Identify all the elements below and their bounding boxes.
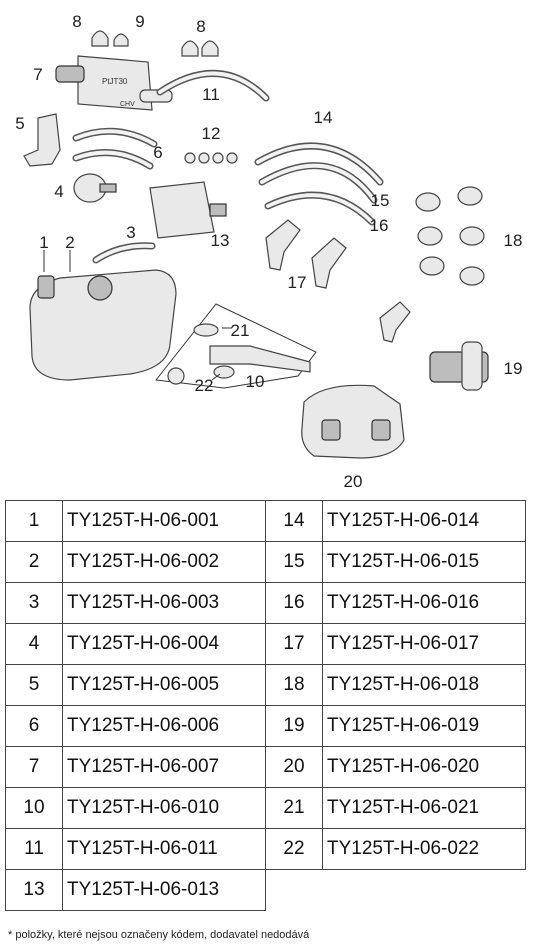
callout-20: 20: [343, 472, 363, 491]
clip-part-12: [185, 153, 237, 163]
hose-part-3: [96, 246, 152, 260]
callout-19: 19: [503, 359, 523, 378]
part-number-cell: 11: [6, 829, 63, 870]
callout-18: 18: [503, 231, 523, 250]
parts-table-body: [6, 501, 526, 911]
part-code-cell: TY125T-H-06-014: [323, 501, 526, 542]
canister-part-7: [56, 56, 172, 110]
table-row: [6, 706, 526, 747]
callout-12: 12: [201, 124, 221, 143]
table-row: [6, 583, 526, 624]
empty-cell: [323, 870, 526, 911]
callout-3: 3: [126, 223, 136, 242]
valve-part-4: [74, 174, 116, 202]
fuel-tank-part-2: [30, 270, 176, 380]
part-number-cell: 16: [266, 583, 323, 624]
hose-part-6: [76, 131, 154, 166]
part-code-cell: TY125T-H-06-005: [63, 665, 266, 706]
table-row: [6, 870, 526, 911]
part-number-cell: 4: [6, 624, 63, 665]
callout-11: 11: [202, 85, 220, 104]
part-code-cell: TY125T-H-06-019: [323, 706, 526, 747]
part-number-cell: 22: [266, 829, 323, 870]
part-code-cell: TY125T-H-06-016: [323, 583, 526, 624]
part-code-cell: TY125T-H-06-006: [63, 706, 266, 747]
callout-16: 16: [369, 216, 389, 235]
callout-2: 2: [65, 233, 75, 252]
part-code-cell: TY125T-H-06-011: [63, 829, 266, 870]
footnote: * položky, které nejsou označeny kódem, dodavatel nedodává: [8, 929, 310, 941]
part-code-cell: TY125T-H-06-020: [323, 747, 526, 788]
callout-22: 22: [194, 376, 214, 395]
callout-4: 4: [54, 182, 64, 201]
canister-side-label: CHV: [120, 101, 135, 108]
callout-13: 13: [210, 231, 230, 250]
part-code-cell: TY125T-H-06-001: [63, 501, 266, 542]
callout-21: 21: [230, 321, 250, 340]
callout-15: 15: [370, 191, 390, 210]
table-row: [6, 829, 526, 870]
part-code-cell: TY125T-H-06-004: [63, 624, 266, 665]
part-number-cell: 2: [6, 542, 63, 583]
part-code-cell: TY125T-H-06-013: [63, 870, 266, 911]
callout-1: 1: [39, 233, 49, 252]
part-code-cell: TY125T-H-06-015: [323, 542, 526, 583]
clamp-part-18: [416, 187, 484, 285]
part-number-cell: 13: [6, 870, 63, 911]
part-code-cell: TY125T-H-06-022: [323, 829, 526, 870]
callout-8b: 8: [196, 17, 206, 36]
fuel-sender-part-10: [156, 304, 316, 388]
filter-part-13: [150, 182, 226, 238]
callout-9: 9: [135, 12, 145, 31]
bracket-part-5: [24, 114, 60, 166]
hoses-part-14-15-16: [258, 146, 380, 222]
part-number-cell: 21: [266, 788, 323, 829]
part-code-cell: TY125T-H-06-003: [63, 583, 266, 624]
part-number-cell: 18: [266, 665, 323, 706]
callout-10: 10: [245, 372, 265, 391]
part-code-cell: TY125T-H-06-010: [63, 788, 266, 829]
canister-label: PtJT30: [102, 77, 128, 86]
table-row: [6, 501, 526, 542]
parts-code-table: [5, 500, 526, 911]
callout-7: 7: [33, 65, 43, 84]
part-number-cell: 6: [6, 706, 63, 747]
callout-14: 14: [313, 108, 333, 127]
table-row: [6, 747, 526, 788]
part-code-cell: TY125T-H-06-007: [63, 747, 266, 788]
callout-5: 5: [15, 114, 25, 133]
empty-cell: [266, 870, 323, 911]
callout-17: 17: [287, 273, 307, 292]
part-code-cell: TY125T-H-06-018: [323, 665, 526, 706]
part-number-cell: 10: [6, 788, 63, 829]
callout-6: 6: [153, 143, 163, 162]
part-number-cell: 5: [6, 665, 63, 706]
part-number-cell: 20: [266, 747, 323, 788]
pump-part-19: [430, 342, 488, 390]
table-row: [6, 665, 526, 706]
callout-8: 8: [72, 12, 82, 31]
part-number-cell: 14: [266, 501, 323, 542]
part-code-cell: TY125T-H-06-021: [323, 788, 526, 829]
part-number-cell: 3: [6, 583, 63, 624]
table-row: [6, 542, 526, 583]
part-number-cell: 17: [266, 624, 323, 665]
table-row: [6, 788, 526, 829]
table-row: [6, 624, 526, 665]
part-number-cell: 15: [266, 542, 323, 583]
part-code-cell: TY125T-H-06-002: [63, 542, 266, 583]
housing-part-20: [302, 385, 404, 458]
part-code-cell: TY125T-H-06-017: [323, 624, 526, 665]
part-number-cell: 1: [6, 501, 63, 542]
part-number-cell: 19: [266, 706, 323, 747]
part-number-cell: 7: [6, 747, 63, 788]
